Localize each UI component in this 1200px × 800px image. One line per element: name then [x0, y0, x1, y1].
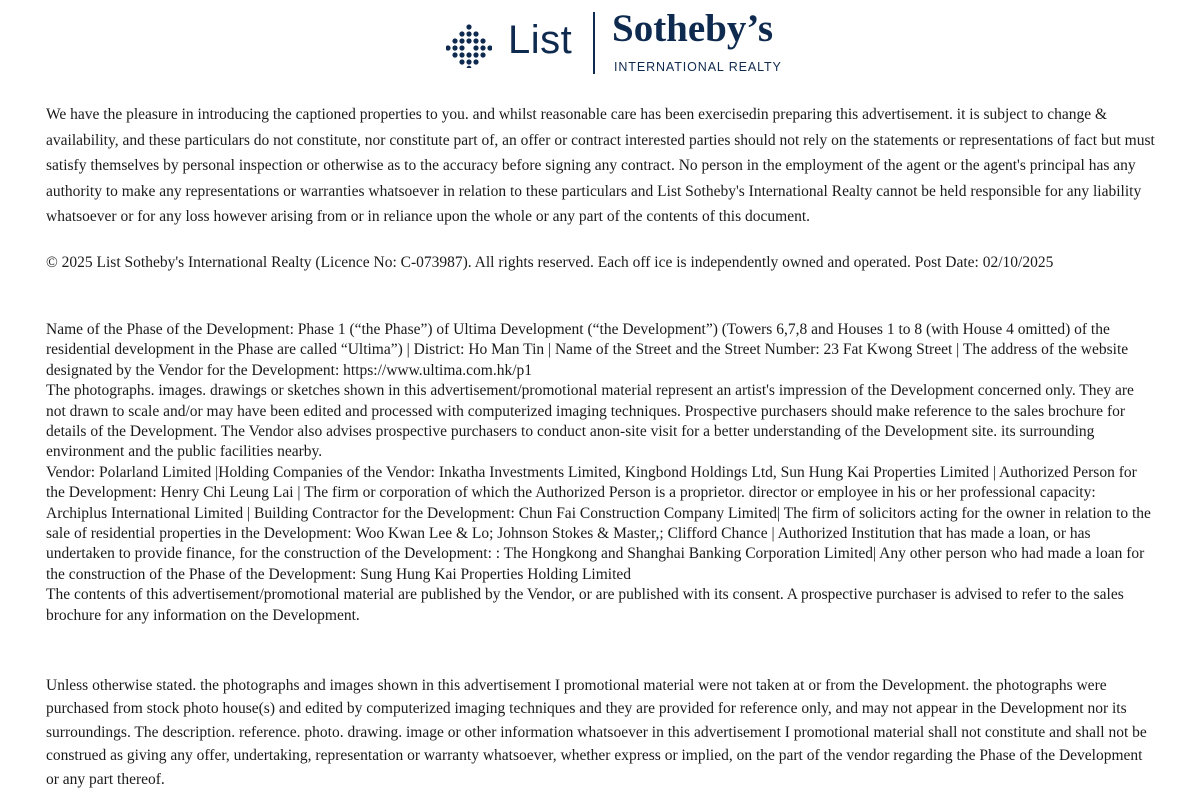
unless-stated-paragraph: Unless otherwise stated. the photographs and images shown in this advertisement I promotional material were not taken at or from the Development. the photographs were purchased from stock photo house(s) and edited by computerized imaging techniques and they are provided for reference only, and may not appear in the Development nor its surroundings. The description. reference. photo. drawing. image or other information whatsoever in this advertisement I promotional material shall not constitute and shall not be construed as giving any offer, undertaking, representation or warranty whatsoever, whether express or implied, on the part of the vendor regarding the Phase of the Development or any part thereof. [46, 677, 1147, 788]
phase-info-paragraph: Name of the Phase of the Development: Phase 1 (“the Phase”) of Ultima Development (“the Development”) (Towers 6,7,8 and Houses 1 to 8 (with House 4 omitted) of the residential development in the Phase are called “Ultima”) | District: Ho Man Tin | Name of the Street and the Street Number: 23 Fat Kwong Street | The address of the website designated by the Vendor for the Development: https://www.ultima.com.hk/p1 [46, 321, 1129, 379]
disclaimer-intro: We have the pleasure in introducing the captioned properties to you. and whilst reasonable care has been exercisedin preparing this advertisement. it is subject to change & availability, and these particulars do not constitute, nor constitute part of, an offer or contract interested parties should not rely on the statements or representations of fact but must satisfy themselves by personal inspection or otherwise as to the accuracy before signing any contract. No person in the employment of the agent or the agent's principal has any authority to make any representations or warranties whatsoever in relation to these particulars and List Sotheby's International Realty cannot be held responsible for any liability whatsoever or for any loss however arising from or in reliance upon the whole or any part of the contents of this document. [46, 106, 1155, 225]
list-sothebys-logo [446, 8, 806, 78]
logo-brand-text: Sotheby’s [612, 7, 774, 50]
logo-subtitle: INTERNATIONAL REALTY [614, 60, 782, 74]
photographs-paragraph: The photographs. images. drawings or sketches shown in this advertisement/promotional material represent an artist's impression of the Development concerned only. They are not drawn to scale and/or may have been edited and processed with computerized imaging techniques. Prospective purchasers should make reference to the sales brochure for details of the Development. The Vendor also advises prospective purchasers to conduct anon-site visit for a better understanding of the Development site. its surrounding environment and the public facilities nearby. [46, 382, 1134, 461]
vendor-paragraph: Vendor: Polarland Limited |Holding Companies of the Vendor: Inkatha Investments Limited, Kingbond Holdings Ltd, Sun Hung Kai Properties Limited | Authorized Person for the Development: Henry Chi Leung Lai | The firm or corporation of which the Authorized Person is a proprietor. director or employee in his or her professional capacity: Archiplus International Limited | Building Contractor for the Development: Chun Fai Construction Company Limited| The firm of solicitors acting for the owner in relation to the sale of residential properties in the Development: Woo Kwan Lee & Lo; Johnson Stokes & Master,; Clifford Chance | Authorized Institution that has made a loan, or has undertaken to provide finance, for the construction of the Development: : The Hongkong and Shanghai Banking Corporation Limited| Any other person who had made a loan for the construction of the Phase of the Development: Sung Hung Kai Properties Holding Limited [46, 463, 1151, 583]
logo-list-text: List [508, 18, 573, 62]
development-details [46, 320, 1156, 626]
diamond-dots-logo-icon [446, 22, 492, 68]
copyright-notice: © 2025 List Sotheby's International Realty (Licence No: C-073987). All rights reserved. Each off ice is independently owned and operated. Post Date: 02/10/2025 [46, 254, 1054, 271]
logo-divider [593, 12, 595, 74]
contents-paragraph: The contents of this advertisement/promotional material are published by the Vendor, or are published with its consent. A prospective purchaser is advised to refer to the sales brochure for any information on the Development. [46, 586, 1124, 624]
